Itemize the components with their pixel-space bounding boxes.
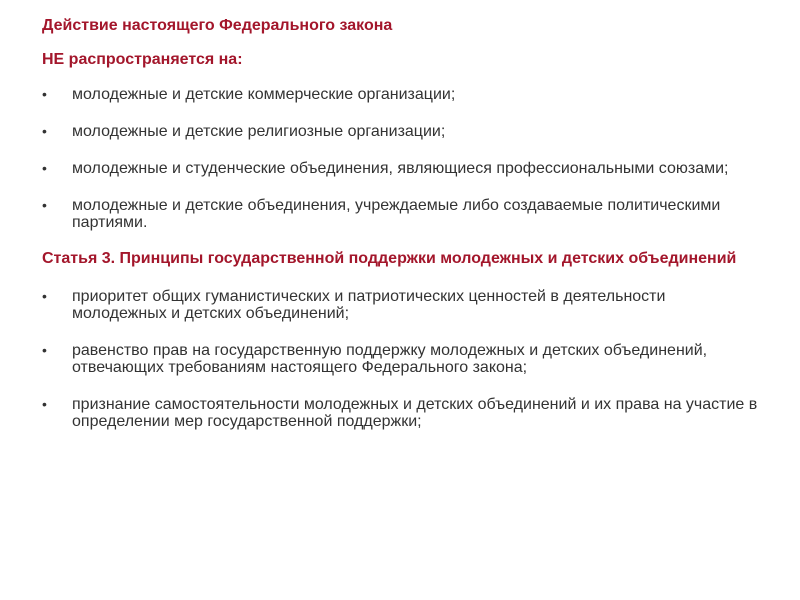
list-item-text: равенство прав на государственную поддержку молодежных и детских объединений, отвечающих требованиям настоящего Федерального закона; <box>72 342 708 376</box>
list-item-text: молодежные и детские религиозные организации; <box>72 123 446 140</box>
bullet-icon: • <box>42 197 47 213</box>
section2-list <box>42 288 760 430</box>
list-item <box>42 160 760 177</box>
bullet-icon: • <box>42 288 47 304</box>
list-item <box>42 197 760 231</box>
list-item <box>42 342 760 376</box>
list-item-text: приоритет общих гуманистических и патриотических ценностей в деятельности молодежных и детских объединений; <box>72 288 666 322</box>
list-item-text: признание самостоятельности молодежных и детских объединений и их права на участие в определении мер государственной поддержки; <box>72 396 758 430</box>
bullet-icon: • <box>42 160 47 176</box>
section1-list <box>42 86 760 231</box>
list-item <box>42 123 760 140</box>
list-item <box>42 396 760 430</box>
section1-heading-line1: Действие настоящего Федерального закона <box>42 17 393 34</box>
section1-heading-line2: НЕ распространяется на: <box>42 51 243 68</box>
list-item-text: молодежные и детские коммерческие организации; <box>72 86 456 103</box>
list-item-text: молодежные и детские объединения, учреждаемые либо создаваемые политическими партиями. <box>72 197 721 231</box>
bullet-icon: • <box>42 86 47 102</box>
list-item <box>42 86 760 103</box>
bullet-icon: • <box>42 396 47 412</box>
list-item-text: молодежные и студенческие объединения, являющиеся профессиональными союзами; <box>72 160 729 177</box>
list-item <box>42 288 760 322</box>
bullet-icon: • <box>42 123 47 139</box>
bullet-icon: • <box>42 342 47 358</box>
section2-heading: Статья 3. Принципы государственной поддержки молодежных и детских объединений <box>42 250 737 267</box>
